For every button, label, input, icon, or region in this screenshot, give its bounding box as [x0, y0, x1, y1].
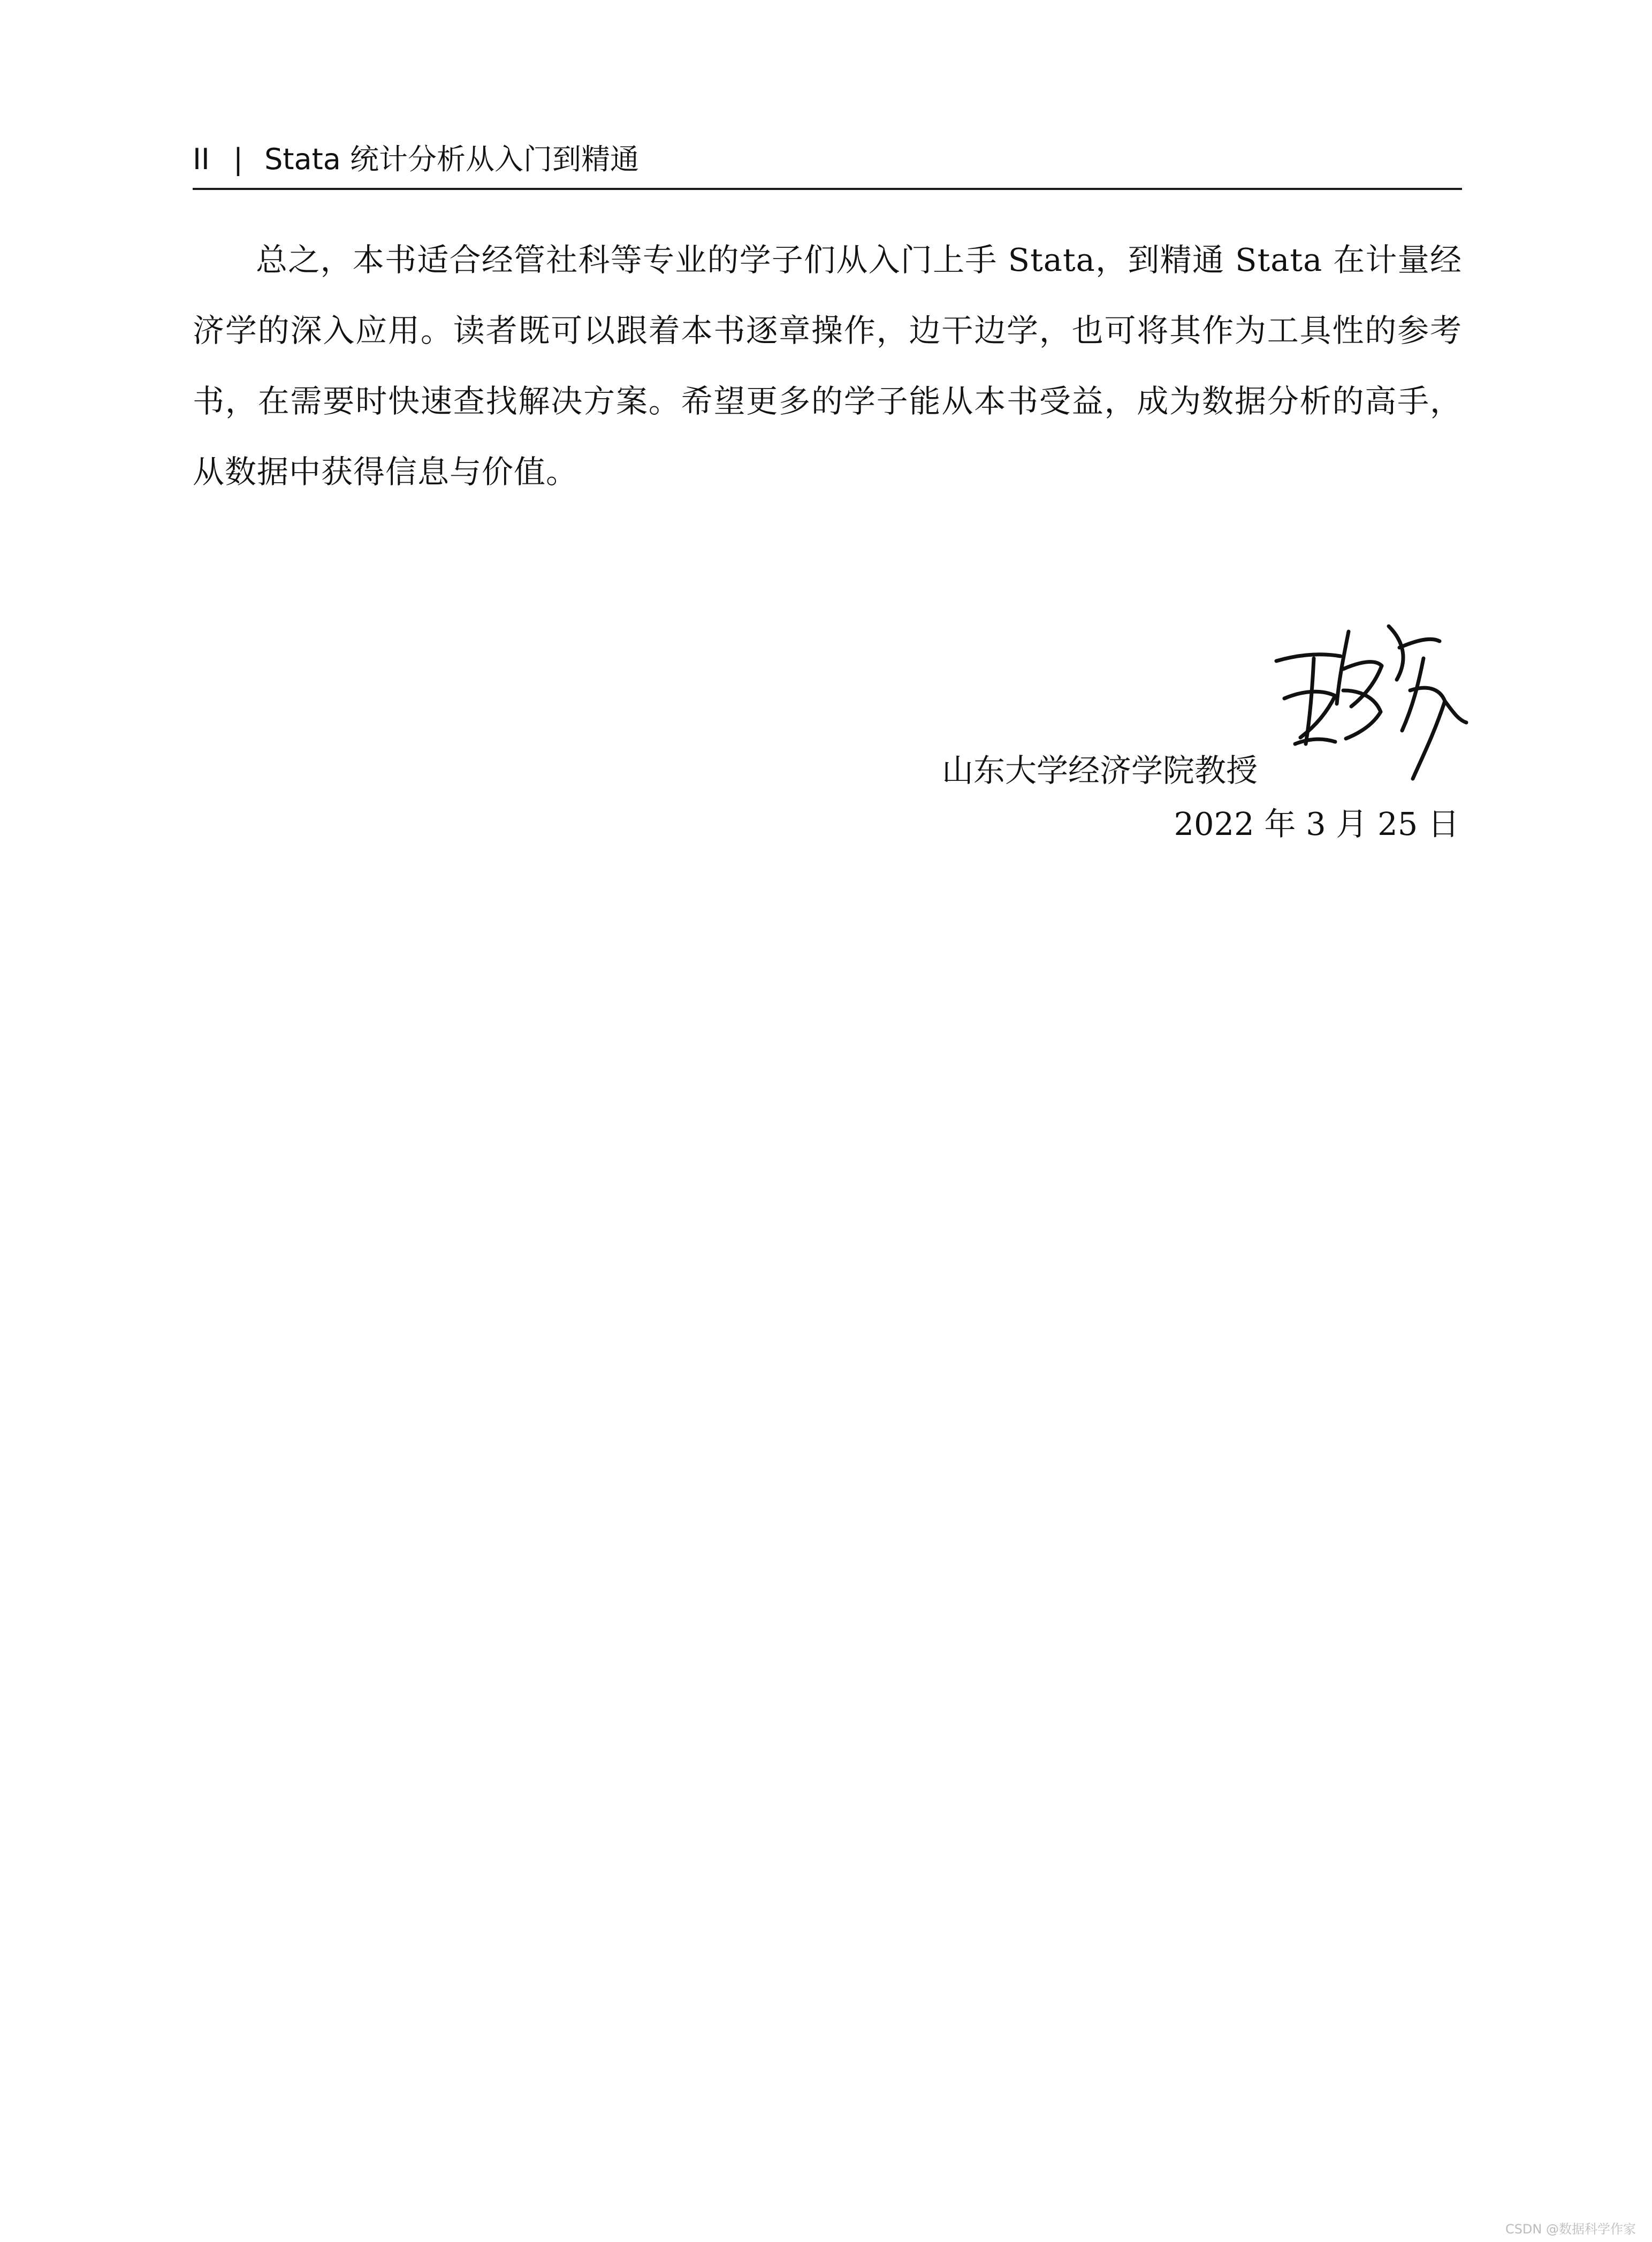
body-paragraph: 总之，本书适合经管社科等专业的学子们从入门上手 Stata，到精通 Stata 在计量经济学的深入应用。读者既可以跟着本书逐章操作，边干边学，也可将其作为工具性的参考书，在需要时快速查找解决方案。希望更多的学子能从本书受益，成为数据分析的高手，从数据中获得信息与价值。 [193, 241, 1462, 490]
header-separator: | [233, 142, 243, 176]
handwritten-signature-icon [1263, 610, 1477, 792]
signature-date: 2022 年 3 月 25 日 [1174, 805, 1459, 842]
watermark: CSDN @数据科学作家 [1505, 2222, 1636, 2237]
page-header [193, 136, 1462, 190]
running-head [193, 141, 639, 178]
author-affiliation: 山东大学经济学院教授 [942, 752, 1258, 789]
book-title: Stata 统计分析从入门到精通 [264, 142, 640, 176]
page-number: II [193, 142, 210, 176]
